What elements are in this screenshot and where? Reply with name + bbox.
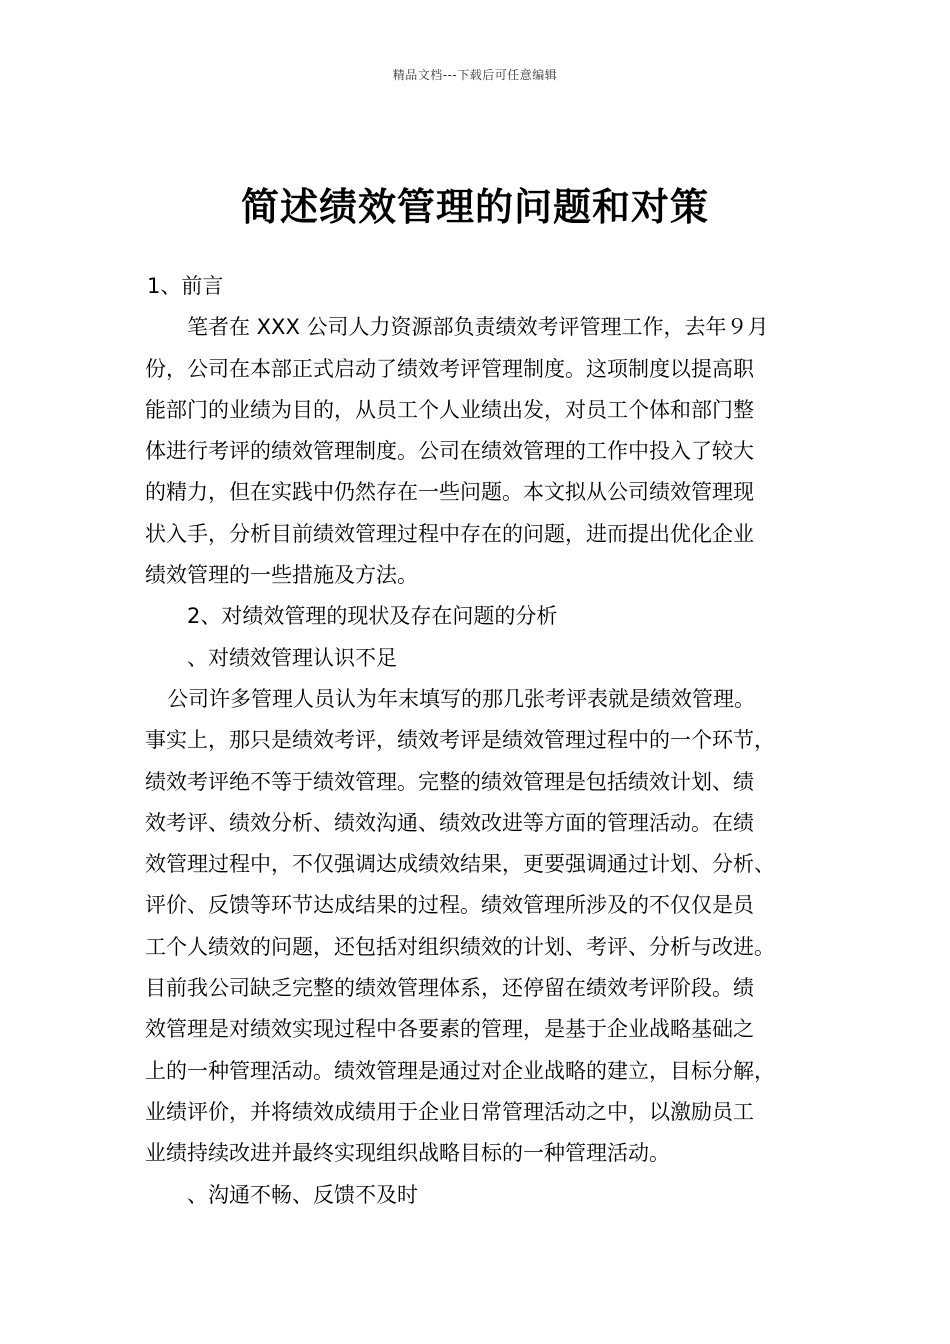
header-note: 精品文档---下载后可任意编辑: [392, 68, 558, 82]
paragraph-line: 业绩持续改进并最终实现组织战略目标的一种管理活动。: [145, 1141, 670, 1166]
paragraph-line: 工个人绩效的问题，还包括对组织绩效的计划、考评、分析与改进。: [145, 934, 775, 959]
section-heading-preface: 1、前言: [147, 274, 224, 298]
document-body: [145, 266, 825, 1216]
paragraph-line: 目前我公司缺乏完整的绩效管理体系，还停留在绩效考评阶段。绩: [145, 976, 754, 1001]
section-heading-analysis: 2、对绩效管理的现状及存在问题的分析: [187, 604, 558, 629]
paragraph-line: 效管理过程中，不仅强调达成绩效结果，更要强调通过计划、分析、: [145, 852, 775, 877]
paragraph-line: 效考评、绩效分析、绩效沟通、绩效改进等方面的管理活动。在绩: [145, 810, 754, 835]
paragraph-line: 体进行考评的绩效管理制度。公司在绩效管理的工作中投入了较大: [145, 439, 754, 464]
paragraph-line: 绩效考评绝不等于绩效管理。完整的绩效管理是包括绩效计划、绩: [145, 769, 754, 794]
paragraph-line: 绩效管理的一些措施及方法。: [145, 563, 418, 588]
paragraph-line: 能部门的业绩为目的，从员工个人业绩出发，对员工个体和部门整: [145, 397, 754, 422]
document-title: 简述绩效管理的问题和对策: [240, 184, 709, 229]
paragraph-line: 业绩评价，并将绩效成绩用于企业日常管理活动之中，以激励员工: [145, 1099, 754, 1124]
subsection-heading: 、对绩效管理认识不足: [187, 645, 397, 670]
paragraph-line: 公司许多管理人员认为年末填写的那几张考评表就是绩效管理。: [167, 686, 755, 711]
paragraph-line: 事实上，那只是绩效考评，绩效考评是绩效管理过程中的一个环节，: [145, 728, 775, 753]
subsection-heading: 、沟通不畅、反馈不及时: [187, 1182, 418, 1207]
paragraph-line: 状入手，分析目前绩效管理过程中存在的问题，进而提出优化企业: [145, 521, 754, 546]
paragraph-line: 效管理是对绩效实现过程中各要素的管理，是基于企业战略基础之: [145, 1017, 754, 1042]
paragraph-line: 评价、反馈等环节达成结果的过程。绩效管理所涉及的不仅仅是员: [145, 893, 754, 918]
paragraph-line: 上的一种管理活动。绩效管理是通过对企业战略的建立，目标分解，: [145, 1058, 775, 1083]
paragraph-line: 笔者在 XXX 公司人力资源部负责绩效考评管理工作，去年９月: [187, 315, 769, 340]
paragraph-line: 的精力，但在实践中仍然存在一些问题。本文拟从公司绩效管理现: [145, 480, 754, 505]
paragraph-line: 份，公司在本部正式启动了绩效考评管理制度。这项制度以提高职: [145, 356, 754, 381]
